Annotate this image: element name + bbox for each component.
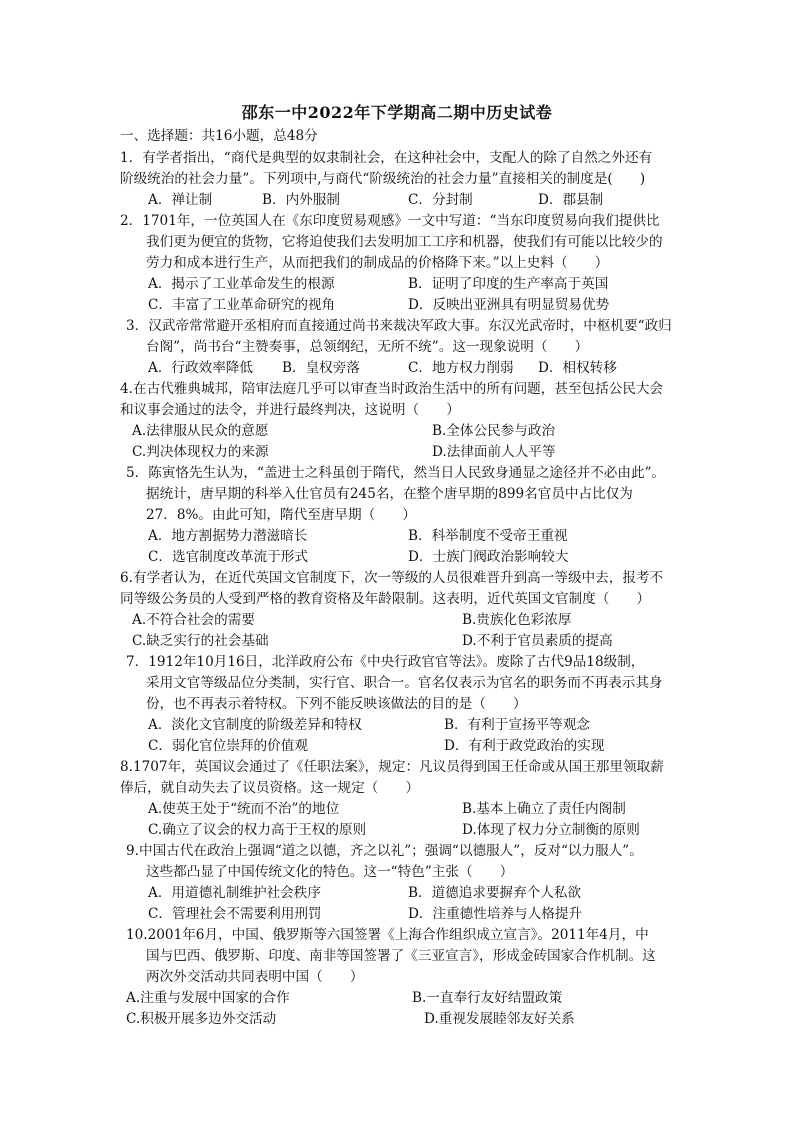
question-9-line-2: 这些都凸显了中国传统文化的特色。这一“特色”主张（ ） bbox=[146, 864, 514, 880]
question-2-option-b: B．证明了印度的生产率高于英国 bbox=[408, 276, 609, 292]
question-3-option-c: C．地方权力削弱 bbox=[408, 360, 514, 376]
question-8-option-b: B.基本上确立了责任内阁制 bbox=[462, 801, 626, 817]
question-8-line-2: 俸后，就自动失去了议员资格。这一规定（ ） bbox=[120, 780, 420, 796]
question-5-option-b: B．科举制度不受帝王重视 bbox=[408, 528, 568, 544]
question-6-option-d: D.不利于官员素质的提高 bbox=[462, 633, 613, 649]
question-3-option-b: B．皇权旁落 bbox=[282, 360, 360, 376]
question-8-option-d: D.体现了权力分立制衡的原则 bbox=[462, 822, 640, 838]
question-5-option-a: A．地方割据势力潜滋暗长 bbox=[148, 528, 308, 544]
question-4-line-2: 和议事会通过的法令，并进行最终判决，这说明（ ） bbox=[120, 402, 460, 418]
question-2-option-c: C．丰富了工业革命研究的视角 bbox=[148, 297, 336, 313]
question-1-option-c: C．分封制 bbox=[408, 192, 473, 208]
question-6-option-a: A.不符合社会的需要 bbox=[132, 612, 255, 628]
question-9-option-b: B．道德追求要摒弃个人私欲 bbox=[408, 885, 582, 901]
question-3-option-a: A．行政效率降低 bbox=[148, 360, 253, 376]
question-2-option-d: D．反映出亚洲具有明显贸易优势 bbox=[408, 297, 610, 313]
question-10-line-3: 两次外交活动共同表明中国（ ） bbox=[146, 969, 364, 985]
question-1-option-a: A．禅让制 bbox=[148, 192, 213, 208]
question-4-option-c: C.判决体现权力的来源 bbox=[132, 444, 269, 460]
question-3-option-d: D．相权转移 bbox=[538, 360, 617, 376]
question-7-option-c: C．弱化官位崇拜的价值观 bbox=[148, 738, 308, 754]
question-1-option-d: D．郡县制 bbox=[538, 192, 604, 208]
question-1-line-2: 阶级统治的社会力量”。下列项中,与商代“阶级统治的社会力量”直接相关的制度是( ) bbox=[120, 171, 646, 187]
question-6-line-2: 同等级公务员的人受到严格的教育资格及年龄限制。这表明，近代英国文官制度（ ） bbox=[120, 591, 651, 607]
question-10-line-2: 国与巴西、俄罗斯、印度、南非等国签署了《三亚宣言》，形成金砖国家合作机制。这 bbox=[146, 948, 656, 964]
question-7-line-3: 份，也不再表示着特权。下列不能反映该做法的目的是（ ） bbox=[146, 696, 527, 712]
question-10-option-c: C.积极开展多边外交活动 bbox=[126, 1011, 277, 1027]
question-7-line-2: 采用文官等级品位分类制，实行官、职合一。官名仅表示为官名的职务而不再表示其身 bbox=[146, 675, 663, 691]
section-heading: 一、选择题：共16小题，总48分 bbox=[120, 128, 318, 144]
question-1-option-b: B．内外服制 bbox=[262, 192, 340, 208]
question-2-line-3: 劳力和成本进行生产，从而把我们的制成品的价格降下来。”以上史料（ ） bbox=[146, 255, 609, 271]
question-7-option-d: D．有利于政党政治的实现 bbox=[444, 738, 605, 754]
question-7-option-a: A．淡化文官制度的阶级差异和特权 bbox=[148, 717, 362, 733]
question-2-line-2: 我们更为便宜的货物，它将迫使我们去发明加工工序和机器，使我们有可能以比较少的 bbox=[146, 234, 663, 250]
question-5-line-2: 据统计，唐早期的科举入仕官员有245名，在整个唐早期的899名官员中占比仅为 bbox=[146, 486, 633, 502]
question-9-option-c: C．管理社会不需要利用刑罚 bbox=[148, 906, 322, 922]
question-10-option-a: A.注重与发展中国家的合作 bbox=[126, 990, 290, 1006]
question-10-option-d: D.重视发展睦邻友好关系 bbox=[424, 1011, 575, 1027]
question-8-line-1: 8.1707年，英国议会通过了《任职法案》，规定：凡议员得到国王任命或从国王那里领取薪 bbox=[120, 759, 664, 775]
question-1-line-1: 1．有学者指出，“商代是典型的奴隶制社会，在这种社会中，支配人的除了自然之外还有 bbox=[120, 150, 653, 166]
question-7-line-1: 7．1912年10月16日，北洋政府公布《中央行政官官等法》。废除了古代9品18级制， bbox=[126, 654, 645, 670]
question-9-option-d: D．注重德性培养与人格提升 bbox=[408, 906, 583, 922]
question-4-option-d: D.法律面前人人平等 bbox=[432, 444, 556, 460]
question-8-option-a: A.使英王处于“统而不治”的地位 bbox=[148, 801, 340, 817]
question-5-option-d: D．士族门阀政治影响较大 bbox=[408, 549, 569, 565]
question-3-line-2: 台阁”，尚书台“主赞奏事，总领纲纪，无所不统”。这一现象说明（ ） bbox=[146, 339, 589, 355]
question-9-option-a: A．用道德礼制维护社会秩序 bbox=[148, 885, 321, 901]
question-6-option-c: C.缺乏实行的社会基础 bbox=[132, 633, 269, 649]
question-3-line-1: 3．汉武帝常常避开丞相府而直接通过尚书来裁决军政大事。东汉光武帝时，中枢机要“政归 bbox=[126, 318, 672, 334]
exam-title: 邵东一中2022年下学期高二期中历史试卷 bbox=[241, 103, 553, 122]
question-6-option-b: B.贵族化色彩浓厚 bbox=[462, 612, 572, 628]
question-7-option-b: B．有利于宣扬平等观念 bbox=[444, 717, 590, 733]
question-9-line-1: 9.中国古代在政治上强调“道之以德，齐之以礼”；强调“以德服人”，反对“以力服人”。 bbox=[126, 843, 643, 859]
question-8-option-c: C.确立了议会的权力高于王权的原则 bbox=[148, 822, 367, 838]
question-5-option-c: C．选官制度改革流于形式 bbox=[148, 549, 308, 565]
question-10-line-1: 10.2001年6月，中国、俄罗斯等六国签署《上海合作组织成立宣言》。2011年4月，中 bbox=[126, 927, 649, 943]
question-5-line-3: 27．8%。由此可知，隋代至唐早期（ ） bbox=[146, 507, 416, 523]
question-5-line-1: 5．陈寅恪先生认为，“盖进士之科虽创于隋代，然当日人民致身通显之途径并不必由此”。 bbox=[126, 465, 666, 481]
question-2-option-a: A．揭示了工业革命发生的根源 bbox=[148, 276, 335, 292]
question-6-line-1: 6.有学者认为，在近代英国文官制度下，次一等级的人员很难晋升到高一等级中去，报考不 bbox=[120, 570, 664, 586]
question-10-option-b: B.一直奉行友好结盟政策 bbox=[412, 990, 563, 1006]
question-4-line-1: 4.在古代雅典城邦，陪审法庭几乎可以审查当时政治生活中的所有问题，甚至包括公民大会 bbox=[120, 381, 664, 397]
question-4-option-b: B.全体公民参与政治 bbox=[432, 423, 556, 439]
question-4-option-a: A.法律服从民众的意愿 bbox=[132, 423, 269, 439]
question-2-line-1: 2．1701年，一位英国人在《东印度贸易观感》一文中写道：“当东印度贸易向我们提供比 bbox=[120, 213, 660, 229]
